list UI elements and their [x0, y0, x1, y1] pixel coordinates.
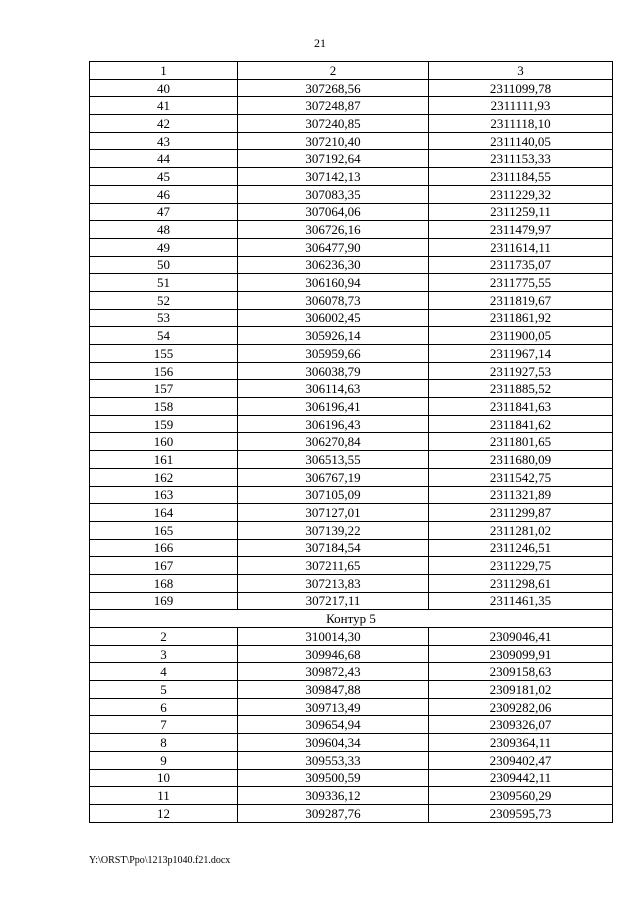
table-row — [90, 150, 613, 168]
point-number-cell: 47 — [90, 203, 238, 221]
table-row — [90, 97, 613, 115]
point-number-cell: 54 — [90, 327, 238, 345]
y-coordinate-cell: 2311259,11 — [429, 203, 613, 221]
table-row — [90, 716, 613, 734]
table-row — [90, 734, 613, 752]
x-coordinate-cell: 310014,30 — [238, 628, 429, 646]
y-coordinate-cell: 2311885,52 — [429, 380, 613, 398]
table-row — [90, 185, 613, 203]
y-coordinate-cell: 2311542,75 — [429, 468, 613, 486]
x-coordinate-cell: 309872,43 — [238, 663, 429, 681]
x-coordinate-cell: 306002,45 — [238, 309, 429, 327]
point-number-cell: 3 — [90, 645, 238, 663]
x-coordinate-cell: 309604,34 — [238, 734, 429, 752]
x-coordinate-cell: 306196,41 — [238, 398, 429, 416]
y-coordinate-cell: 2311281,02 — [429, 521, 613, 539]
point-number-cell: 168 — [90, 574, 238, 592]
section-header-row — [90, 610, 613, 628]
table-row — [90, 203, 613, 221]
table-row — [90, 751, 613, 769]
x-coordinate-cell: 307142,13 — [238, 168, 429, 186]
point-number-cell: 6 — [90, 698, 238, 716]
y-coordinate-cell: 2311246,51 — [429, 539, 613, 557]
point-number-cell: 12 — [90, 804, 238, 822]
point-number-cell: 155 — [90, 345, 238, 363]
y-coordinate-cell: 2309046,41 — [429, 628, 613, 646]
x-coordinate-cell: 307083,35 — [238, 185, 429, 203]
x-coordinate-cell: 307217,11 — [238, 592, 429, 610]
point-number-cell: 11 — [90, 787, 238, 805]
y-coordinate-cell: 2311841,63 — [429, 398, 613, 416]
document-file-path: Y:\ORST\Ppo\1213p1040.f21.docx — [89, 855, 231, 866]
table-row — [90, 486, 613, 504]
coordinates-table — [89, 61, 613, 823]
table-row — [90, 132, 613, 150]
y-coordinate-cell: 2311184,55 — [429, 168, 613, 186]
point-number-cell: 40 — [90, 79, 238, 97]
point-number-cell: 9 — [90, 751, 238, 769]
x-coordinate-cell: 307139,22 — [238, 521, 429, 539]
x-coordinate-cell: 307240,85 — [238, 115, 429, 133]
y-coordinate-cell: 2309364,11 — [429, 734, 613, 752]
y-coordinate-cell: 2311229,32 — [429, 185, 613, 203]
table-row — [90, 681, 613, 699]
y-coordinate-cell: 2311118,10 — [429, 115, 613, 133]
table-row — [90, 274, 613, 292]
point-number-cell: 157 — [90, 380, 238, 398]
point-number-cell: 50 — [90, 256, 238, 274]
point-number-cell: 166 — [90, 539, 238, 557]
table-row — [90, 451, 613, 469]
point-number-cell: 158 — [90, 398, 238, 416]
table-row — [90, 115, 613, 133]
y-coordinate-cell: 2311735,07 — [429, 256, 613, 274]
table-row — [90, 468, 613, 486]
table-row — [90, 398, 613, 416]
point-number-cell: 2 — [90, 628, 238, 646]
y-coordinate-cell: 2311680,09 — [429, 451, 613, 469]
x-coordinate-cell: 305926,14 — [238, 327, 429, 345]
x-coordinate-cell: 307268,56 — [238, 79, 429, 97]
y-coordinate-cell: 2311900,05 — [429, 327, 613, 345]
point-number-cell: 8 — [90, 734, 238, 752]
point-number-cell: 49 — [90, 238, 238, 256]
y-coordinate-cell: 2311479,97 — [429, 221, 613, 239]
section-title: Контур 5 — [90, 610, 613, 628]
table-row — [90, 327, 613, 345]
y-coordinate-cell: 2311841,62 — [429, 415, 613, 433]
y-coordinate-cell: 2309158,63 — [429, 663, 613, 681]
x-coordinate-cell: 309946,68 — [238, 645, 429, 663]
y-coordinate-cell: 2311614,11 — [429, 238, 613, 256]
point-number-cell: 44 — [90, 150, 238, 168]
table-row — [90, 433, 613, 451]
x-coordinate-cell: 307127,01 — [238, 504, 429, 522]
y-coordinate-cell: 2311229,75 — [429, 557, 613, 575]
table-row — [90, 345, 613, 363]
table-row — [90, 168, 613, 186]
x-coordinate-cell: 306270,84 — [238, 433, 429, 451]
point-number-cell: 52 — [90, 291, 238, 309]
y-coordinate-cell: 2309560,29 — [429, 787, 613, 805]
y-coordinate-cell: 2309402,47 — [429, 751, 613, 769]
x-coordinate-cell: 307210,40 — [238, 132, 429, 150]
point-number-cell: 10 — [90, 769, 238, 787]
y-coordinate-cell: 2311321,89 — [429, 486, 613, 504]
y-coordinate-cell: 2309099,91 — [429, 645, 613, 663]
point-number-cell: 43 — [90, 132, 238, 150]
point-number-cell: 164 — [90, 504, 238, 522]
table-row — [90, 504, 613, 522]
point-number-cell: 46 — [90, 185, 238, 203]
y-coordinate-cell: 2311099,78 — [429, 79, 613, 97]
y-coordinate-cell: 2311140,05 — [429, 132, 613, 150]
x-coordinate-cell: 306196,43 — [238, 415, 429, 433]
x-coordinate-cell: 306726,16 — [238, 221, 429, 239]
table-row — [90, 79, 613, 97]
y-coordinate-cell: 2309326,07 — [429, 716, 613, 734]
x-coordinate-cell: 306477,90 — [238, 238, 429, 256]
x-coordinate-cell: 309287,76 — [238, 804, 429, 822]
y-coordinate-cell: 2311461,35 — [429, 592, 613, 610]
table-row — [90, 221, 613, 239]
table-row — [90, 698, 613, 716]
point-number-cell: 1 — [90, 62, 238, 80]
x-coordinate-cell: 307105,09 — [238, 486, 429, 504]
x-coordinate-cell: 307213,83 — [238, 574, 429, 592]
table-row — [90, 787, 613, 805]
table-row — [90, 291, 613, 309]
x-coordinate-cell: 306038,79 — [238, 362, 429, 380]
table-row — [90, 238, 613, 256]
x-coordinate-cell: 309847,88 — [238, 681, 429, 699]
x-coordinate-cell: 309713,49 — [238, 698, 429, 716]
table-row — [90, 521, 613, 539]
table-row — [90, 769, 613, 787]
table-row — [90, 256, 613, 274]
table-row — [90, 415, 613, 433]
x-coordinate-cell: 306114,63 — [238, 380, 429, 398]
table-row — [90, 557, 613, 575]
y-coordinate-cell: 2311801,65 — [429, 433, 613, 451]
x-coordinate-cell: 306236,30 — [238, 256, 429, 274]
table-row — [90, 309, 613, 327]
point-number-cell: 4 — [90, 663, 238, 681]
table-row — [90, 628, 613, 646]
x-coordinate-cell: 307184,54 — [238, 539, 429, 557]
x-coordinate-cell: 309336,12 — [238, 787, 429, 805]
y-coordinate-cell: 2311775,55 — [429, 274, 613, 292]
point-number-cell: 160 — [90, 433, 238, 451]
point-number-cell: 51 — [90, 274, 238, 292]
point-number-cell: 159 — [90, 415, 238, 433]
x-coordinate-cell: 306513,55 — [238, 451, 429, 469]
point-number-cell: 156 — [90, 362, 238, 380]
x-coordinate-cell: 307248,87 — [238, 97, 429, 115]
y-coordinate-cell: 2311861,92 — [429, 309, 613, 327]
x-coordinate-cell: 307211,65 — [238, 557, 429, 575]
table-row — [90, 362, 613, 380]
y-coordinate-cell: 2311299,87 — [429, 504, 613, 522]
x-coordinate-cell: 309654,94 — [238, 716, 429, 734]
table-header-row — [90, 62, 613, 80]
point-number-cell: 53 — [90, 309, 238, 327]
table-row — [90, 592, 613, 610]
y-coordinate-cell: 2311967,14 — [429, 345, 613, 363]
point-number-cell: 169 — [90, 592, 238, 610]
x-coordinate-cell: 307192,64 — [238, 150, 429, 168]
point-number-cell: 163 — [90, 486, 238, 504]
y-coordinate-cell: 2311819,67 — [429, 291, 613, 309]
page-number: 21 — [314, 36, 326, 50]
table-row — [90, 663, 613, 681]
x-coordinate-cell: 306767,19 — [238, 468, 429, 486]
x-coordinate-cell: 306160,94 — [238, 274, 429, 292]
y-coordinate-cell: 2309282,06 — [429, 698, 613, 716]
y-coordinate-cell: 2309442,11 — [429, 769, 613, 787]
point-number-cell: 7 — [90, 716, 238, 734]
point-number-cell: 162 — [90, 468, 238, 486]
y-coordinate-cell: 2309181,02 — [429, 681, 613, 699]
point-number-cell: 48 — [90, 221, 238, 239]
point-number-cell: 167 — [90, 557, 238, 575]
table-row — [90, 804, 613, 822]
x-coordinate-cell: 309553,33 — [238, 751, 429, 769]
table-row — [90, 539, 613, 557]
point-number-cell: 41 — [90, 97, 238, 115]
y-coordinate-cell: 2311111,93 — [429, 97, 613, 115]
x-coordinate-cell: 309500,59 — [238, 769, 429, 787]
point-number-cell: 45 — [90, 168, 238, 186]
point-number-cell: 42 — [90, 115, 238, 133]
point-number-cell: 161 — [90, 451, 238, 469]
x-coordinate-cell: 2 — [238, 62, 429, 80]
y-coordinate-cell: 2311298,61 — [429, 574, 613, 592]
x-coordinate-cell: 306078,73 — [238, 291, 429, 309]
y-coordinate-cell: 3 — [429, 62, 613, 80]
table-row — [90, 380, 613, 398]
table-row — [90, 574, 613, 592]
y-coordinate-cell: 2311153,33 — [429, 150, 613, 168]
table-row — [90, 645, 613, 663]
y-coordinate-cell: 2311927,53 — [429, 362, 613, 380]
y-coordinate-cell: 2309595,73 — [429, 804, 613, 822]
point-number-cell: 5 — [90, 681, 238, 699]
x-coordinate-cell: 307064,06 — [238, 203, 429, 221]
x-coordinate-cell: 305959,66 — [238, 345, 429, 363]
point-number-cell: 165 — [90, 521, 238, 539]
